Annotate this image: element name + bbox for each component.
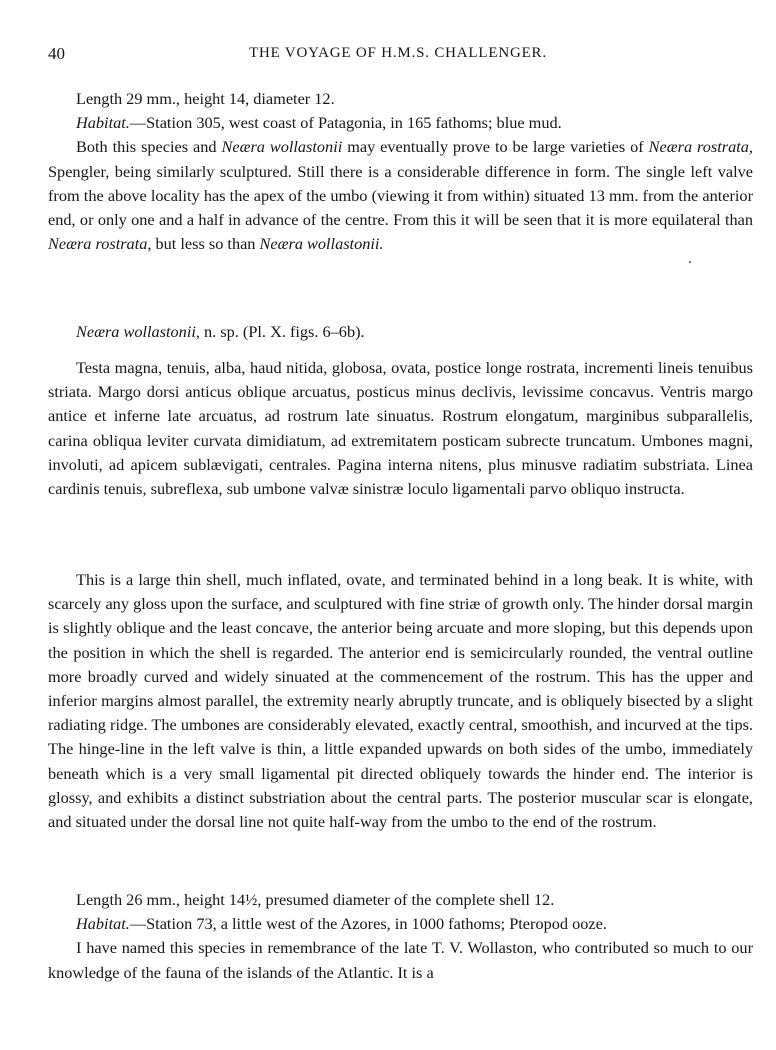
stray-dot: . [688,250,692,267]
measurements-line: Length 26 mm., height 14½, presumed diameter of the complete shell 12. [76,890,555,909]
habitat-label: Habitat. [76,113,130,133]
species-name: Neæra wollastonii. [259,234,384,254]
habitat-line [48,912,753,936]
running-head: THE VOYAGE OF H.M.S. CHALLENGER. [249,45,547,61]
habitat-label: Habitat. [76,914,130,934]
paragraph-block-5 [48,888,753,985]
species-heading-name: Neæra wollastonii, [76,322,200,341]
english-description [48,568,753,834]
measurements-line: Length 29 mm., height 14, diameter 12. [76,89,335,108]
text-run: may eventually prove to be large varieties of [342,137,649,157]
text-run: Spengler, being similarly sculptured. Still there is a considerable difference in form. The single left valve from the above locality has the apex of the umbo (viewing it from within) situated 13 mm. from the anterior end, or only one and a half in advance of the centre. From this it will be seen that it is more equilateral than [48,161,753,230]
latin-paragraph: Testa magna, tenuis, alba, haud nitida, globosa, ovata, postice longe rostrata, incrementi lineis tenuibus striata. Margo dorsi anticus oblique arcuatus, posticus minus declivis, levissime concavus. Ventris margo antice et inferne late arcuatus, ad rostrum late sinuatus. Rostrum elongatum, marginibus subparallelis, carina obliqua leviter curvata dimidiatum, ad extremitatem posticam subrecte truncatum. Umbones magni, involuti, ad apicem sublævigati, centrales. Pagina interna nitens, plus minusve radiatim substriata. Linea cardinis tenuis, subreflexa, sub umbone valvæ sinistræ loculo ligamentali parvo obliquo instructa. [48,358,753,499]
habitat-text: —Station 73, a little west of the Azores, in 1000 fathoms; Pteropod ooze. [129,914,607,934]
comparison-paragraph [48,135,753,256]
species-name: Neæra rostrata, [48,234,152,254]
species-name: Neæra rostrata, [648,137,753,157]
latin-description [48,356,753,501]
paragraph-block-1 [48,87,753,256]
habitat-text: —Station 305, west coast of Patagonia, in 165 fathoms; blue mud. [129,113,562,133]
species-name: Neæra wollastonii [221,137,343,157]
page-header [48,44,748,68]
species-heading-line [48,320,753,344]
habitat-line [48,111,753,135]
page-number: 40 [48,44,65,63]
text-run: but less so than [151,234,260,254]
text-run: Both this species and [76,137,222,157]
species-heading-ref: n. sp. (Pl. X. figs. 6–6b). [199,322,365,341]
english-paragraph: This is a large thin shell, much inflated, ovate, and terminated behind in a long beak. It is white, with scarcely any gloss upon the surface, and sculptured with fine striæ of growth only. The hinder dorsal margin is slightly oblique and the least concave, the anterior being arcuate and more sloping, but this depends upon the position in which the shell is regarded. The anterior end is semicircularly rounded, the ventral outline more broadly curved and widely sinuated at the commencement of the rostrum. This has the upper and inferior margins almost parallel, the extremity nearly abruptly truncate, and is obliquely bisected by a slight radiating ridge. The umbones are considerably elevated, exactly central, smoothish, and incurved at the tips. The hinge-line in the left valve is thin, a little expanded upwards on both sides of the umbo, immediately beneath which is a very small ligamental pit directed obliquely towards the hinder end. The interior is glossy, and exhibits a distinct substriation about the central parts. The posterior muscular scar is elongate, and situated under the dorsal line not quite half-way from the umbo to the end of the rostrum. [48,570,753,832]
species-heading [48,320,753,344]
dedication-paragraph: I have named this species in remembrance of the late T. V. Wollaston, who contributed so much to our knowledge of the fauna of the islands of the Atlantic. It is a [48,938,753,982]
